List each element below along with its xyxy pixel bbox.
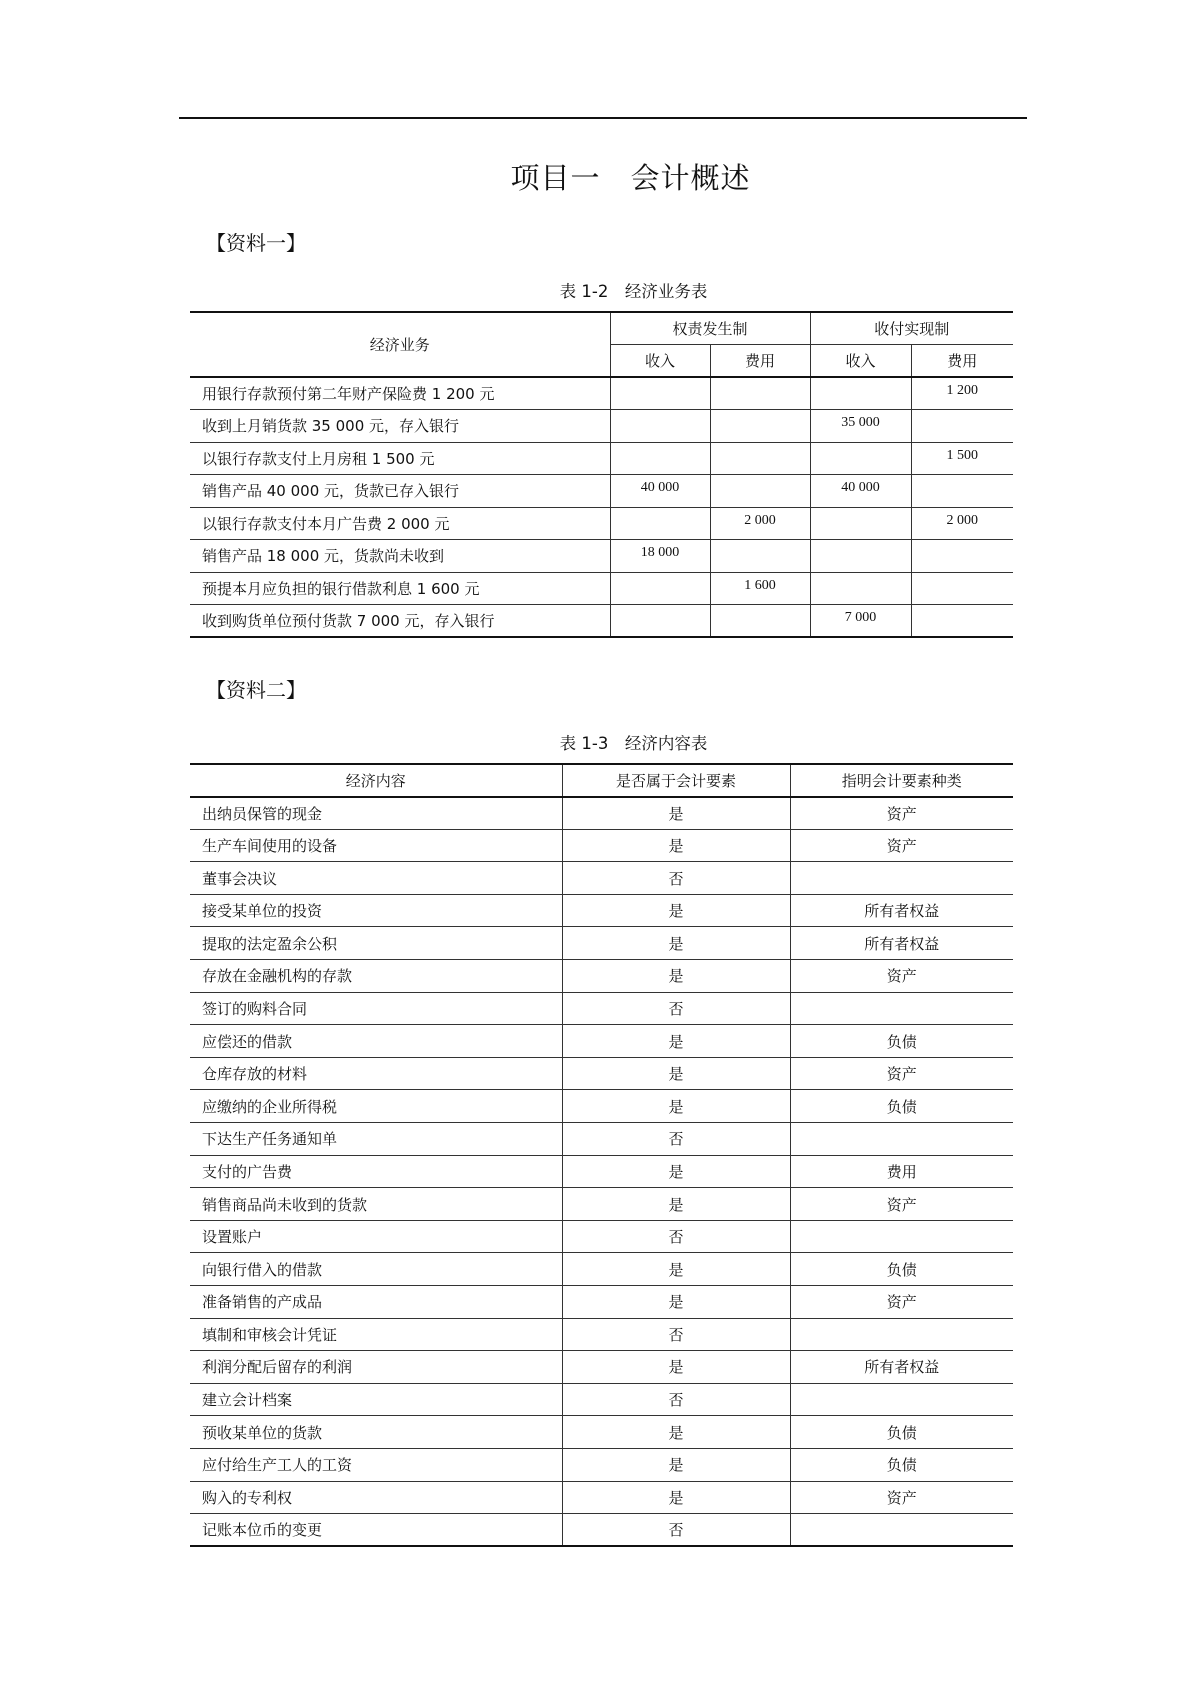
is-element-cell: 否 (562, 1318, 790, 1351)
content-item-cell: 应缴纳的企业所得税 (190, 1090, 562, 1123)
accrual-income-cell: 40 000 (610, 475, 710, 508)
accrual-expense-cell: 2 000 (710, 507, 810, 540)
table-caption-1-2: 表 1-2 经济业务表 (559, 282, 708, 301)
table-row (190, 1057, 1013, 1090)
table-row (190, 507, 1013, 540)
content-item-cell: 支付的广告费 (190, 1155, 562, 1188)
table-row (190, 442, 1013, 475)
content-item-cell: 出纳员保管的现金 (190, 797, 562, 830)
accrual-income-cell (610, 377, 710, 410)
element-type-cell: 资产 (790, 1286, 1013, 1319)
header-element-type: 指明会计要素种类 (790, 764, 1013, 797)
is-element-cell: 是 (562, 1155, 790, 1188)
is-element-cell: 否 (562, 1383, 790, 1416)
cash-expense-cell: 2 000 (911, 507, 1013, 540)
header-business: 经济业务 (190, 312, 610, 377)
table-row (190, 475, 1013, 508)
table-row (190, 862, 1013, 895)
table-row (190, 1123, 1013, 1156)
cash-income-cell (810, 540, 911, 573)
accrual-income-cell (610, 410, 710, 443)
table-row (190, 1188, 1013, 1221)
accrual-expense-cell (710, 475, 810, 508)
table-header-row (190, 312, 1013, 345)
business-desc-cell: 预提本月应负担的银行借款利息 1 600 元 (190, 572, 610, 605)
business-desc-cell: 用银行存款预付第二年财产保险费 1 200 元 (190, 377, 610, 410)
content-item-cell: 设置账户 (190, 1220, 562, 1253)
table-caption-1-3: 表 1-3 经济内容表 (559, 734, 708, 753)
is-element-cell: 是 (562, 1286, 790, 1319)
table-row (190, 377, 1013, 410)
business-desc-cell: 销售产品 18 000 元，货款尚未收到 (190, 540, 610, 573)
content-item-cell: 董事会决议 (190, 862, 562, 895)
table-row (190, 1383, 1013, 1416)
is-element-cell: 是 (562, 1481, 790, 1514)
is-element-cell: 否 (562, 1220, 790, 1253)
content-item-cell: 应付给生产工人的工资 (190, 1448, 562, 1481)
table-row (190, 605, 1013, 638)
table-row (190, 1253, 1013, 1286)
table-row (190, 894, 1013, 927)
table-row (190, 1155, 1013, 1188)
accrual-income-cell (610, 442, 710, 475)
content-item-cell: 接受某单位的投资 (190, 894, 562, 927)
element-type-cell: 资产 (790, 1481, 1013, 1514)
element-type-cell: 所有者权益 (790, 894, 1013, 927)
is-element-cell: 是 (562, 1090, 790, 1123)
business-table (190, 311, 1013, 638)
business-desc-cell: 收到购货单位预付货款 7 000 元，存入银行 (190, 605, 610, 638)
accrual-expense-cell (710, 410, 810, 443)
content-table (190, 763, 1013, 1547)
table-row (190, 927, 1013, 960)
table-header-row (190, 764, 1013, 797)
header-accrual-basis: 权责发生制 (610, 312, 810, 345)
element-type-cell: 费用 (790, 1155, 1013, 1188)
cash-expense-cell (911, 605, 1013, 638)
table-row (190, 1220, 1013, 1253)
table-row (190, 829, 1013, 862)
accrual-expense-cell (710, 540, 810, 573)
header-is-element: 是否属于会计要素 (562, 764, 790, 797)
cash-income-cell (810, 377, 911, 410)
element-type-cell (790, 1220, 1013, 1253)
section-label-1: 【资料一】 (206, 231, 306, 255)
content-item-cell: 利润分配后留存的利润 (190, 1351, 562, 1384)
header-rule (179, 117, 1027, 119)
content-item-cell: 应偿还的借款 (190, 1025, 562, 1058)
accrual-income-cell (610, 605, 710, 638)
element-type-cell (790, 1383, 1013, 1416)
content-item-cell: 填制和审核会计凭证 (190, 1318, 562, 1351)
content-item-cell: 购入的专利权 (190, 1481, 562, 1514)
content-item-cell: 向银行借入的借款 (190, 1253, 562, 1286)
element-type-cell: 负债 (790, 1416, 1013, 1449)
accrual-expense-cell (710, 377, 810, 410)
table-row (190, 540, 1013, 573)
element-type-cell: 资产 (790, 829, 1013, 862)
table-row (190, 1318, 1013, 1351)
element-type-cell (790, 1514, 1013, 1547)
header-accrual-expense: 费用 (710, 345, 810, 378)
is-element-cell: 是 (562, 1188, 790, 1221)
table-row (190, 797, 1013, 830)
cash-expense-cell: 1 500 (911, 442, 1013, 475)
table-row (190, 1090, 1013, 1123)
cash-expense-cell: 1 200 (911, 377, 1013, 410)
is-element-cell: 否 (562, 1123, 790, 1156)
business-desc-cell: 收到上月销货款 35 000 元，存入银行 (190, 410, 610, 443)
content-item-cell: 生产车间使用的设备 (190, 829, 562, 862)
table-row (190, 1481, 1013, 1514)
element-type-cell: 资产 (790, 1188, 1013, 1221)
header-content: 经济内容 (190, 764, 562, 797)
element-type-cell: 资产 (790, 1057, 1013, 1090)
accrual-income-cell (610, 507, 710, 540)
table-row (190, 572, 1013, 605)
is-element-cell: 是 (562, 1416, 790, 1449)
cash-income-cell: 7 000 (810, 605, 911, 638)
element-type-cell: 资产 (790, 797, 1013, 830)
cash-expense-cell (911, 410, 1013, 443)
table-row (190, 992, 1013, 1025)
accrual-expense-cell (710, 605, 810, 638)
page-title: 项目一 会计概述 (510, 161, 751, 195)
element-type-cell: 负债 (790, 1090, 1013, 1123)
cash-income-cell (810, 572, 911, 605)
content-item-cell: 准备销售的产成品 (190, 1286, 562, 1319)
is-element-cell: 是 (562, 960, 790, 993)
content-item-cell: 下达生产任务通知单 (190, 1123, 562, 1156)
element-type-cell (790, 992, 1013, 1025)
element-type-cell (790, 1123, 1013, 1156)
element-type-cell: 负债 (790, 1025, 1013, 1058)
content-item-cell: 建立会计档案 (190, 1383, 562, 1416)
is-element-cell: 否 (562, 992, 790, 1025)
element-type-cell: 负债 (790, 1253, 1013, 1286)
is-element-cell: 是 (562, 927, 790, 960)
is-element-cell: 是 (562, 1448, 790, 1481)
business-desc-cell: 以银行存款支付本月广告费 2 000 元 (190, 507, 610, 540)
content-item-cell: 预收某单位的货款 (190, 1416, 562, 1449)
accrual-expense-cell (710, 442, 810, 475)
content-item-cell: 记账本位币的变更 (190, 1514, 562, 1547)
business-desc-cell: 销售产品 40 000 元，货款已存入银行 (190, 475, 610, 508)
table-row (190, 960, 1013, 993)
is-element-cell: 是 (562, 1351, 790, 1384)
is-element-cell: 是 (562, 1025, 790, 1058)
content-item-cell: 仓库存放的材料 (190, 1057, 562, 1090)
element-type-cell: 所有者权益 (790, 927, 1013, 960)
is-element-cell: 是 (562, 797, 790, 830)
content-item-cell: 存放在金融机构的存款 (190, 960, 562, 993)
header-cash-expense: 费用 (911, 345, 1013, 378)
header-accrual-income: 收入 (610, 345, 710, 378)
table-row (190, 1286, 1013, 1319)
element-type-cell: 所有者权益 (790, 1351, 1013, 1384)
header-cash-income: 收入 (810, 345, 911, 378)
table-row (190, 1514, 1013, 1547)
cash-expense-cell (911, 540, 1013, 573)
accrual-income-cell (610, 572, 710, 605)
cash-income-cell: 40 000 (810, 475, 911, 508)
accrual-expense-cell: 1 600 (710, 572, 810, 605)
table-row (190, 410, 1013, 443)
section-label-2: 【资料二】 (206, 678, 306, 702)
table-row (190, 1351, 1013, 1384)
element-type-cell: 负债 (790, 1448, 1013, 1481)
element-type-cell (790, 862, 1013, 895)
table-row (190, 1025, 1013, 1058)
cash-expense-cell (911, 475, 1013, 508)
content-item-cell: 销售商品尚未收到的货款 (190, 1188, 562, 1221)
is-element-cell: 是 (562, 1253, 790, 1286)
cash-income-cell (810, 442, 911, 475)
content-item-cell: 签订的购料合同 (190, 992, 562, 1025)
element-type-cell (790, 1318, 1013, 1351)
is-element-cell: 是 (562, 829, 790, 862)
table-row (190, 1416, 1013, 1449)
is-element-cell: 是 (562, 894, 790, 927)
content-item-cell: 提取的法定盈余公积 (190, 927, 562, 960)
cash-expense-cell (911, 572, 1013, 605)
table-row (190, 1448, 1013, 1481)
is-element-cell: 否 (562, 1514, 790, 1547)
is-element-cell: 否 (562, 862, 790, 895)
cash-income-cell: 35 000 (810, 410, 911, 443)
business-desc-cell: 以银行存款支付上月房租 1 500 元 (190, 442, 610, 475)
cash-income-cell (810, 507, 911, 540)
accrual-income-cell: 18 000 (610, 540, 710, 573)
element-type-cell: 资产 (790, 960, 1013, 993)
is-element-cell: 是 (562, 1057, 790, 1090)
header-cash-basis: 收付实现制 (810, 312, 1013, 345)
